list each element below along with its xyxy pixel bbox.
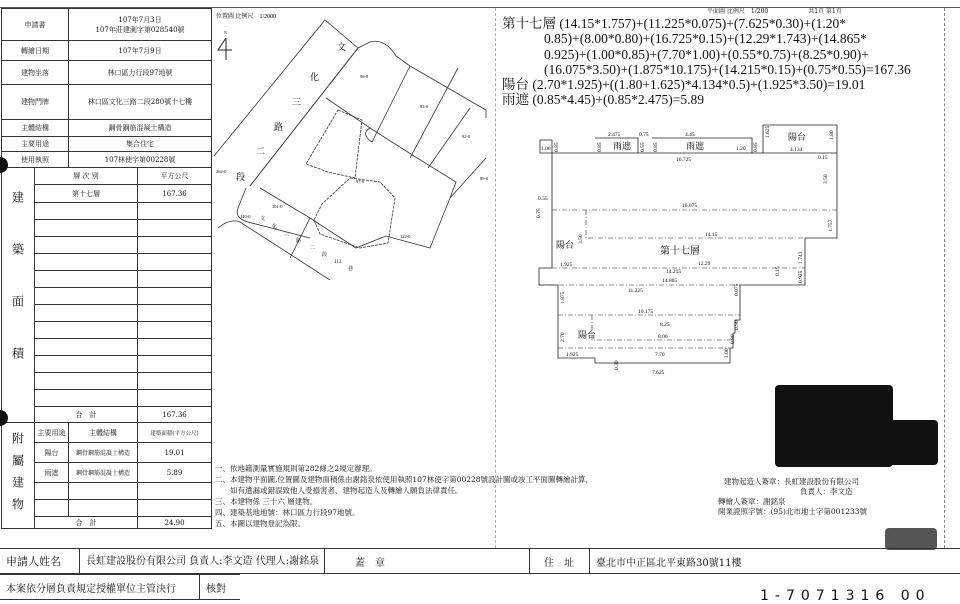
label-application: 申請書 <box>2 9 69 41</box>
annex-area: 19.01 <box>138 443 212 463</box>
svg-text:11.225: 11.225 <box>628 288 643 294</box>
svg-text:文: 文 <box>337 42 347 52</box>
map-title: 位置圖 比例尺 1/2000 <box>216 14 277 20</box>
location-map <box>210 8 500 280</box>
svg-text:101-0: 101-0 <box>272 204 283 209</box>
value-usage: 集合住宅 <box>69 137 212 152</box>
svg-text:三: 三 <box>284 233 290 238</box>
svg-text:1.757: 1.757 <box>828 219 834 232</box>
annex-total-label: 合 計 <box>35 517 138 529</box>
svg-text:0.85: 0.85 <box>753 142 759 152</box>
annex-area: 5.89 <box>138 463 212 483</box>
annex-structure: 鋼骨鋼筋混凝土構造 <box>69 443 138 463</box>
svg-text:14.865: 14.865 <box>662 278 678 284</box>
floor-plan <box>500 120 845 380</box>
svg-text:8.25: 8.25 <box>660 322 670 328</box>
plan-scale: 平面圖 比例尺 1/200 <box>707 8 769 15</box>
value-structure: 鋼骨鋼筋混凝土構造 <box>69 120 212 137</box>
svg-text:段: 段 <box>236 172 246 182</box>
area-formula <box>502 16 911 108</box>
note-line: 四、建築基地地號：林口區力行段97地號。 <box>215 508 360 517</box>
annex-total: 24.90 <box>138 517 212 529</box>
note-line: 三、本建物係 三十六 層建物。 <box>215 497 318 506</box>
svg-text:路: 路 <box>296 239 302 244</box>
seal-company <box>775 385 893 467</box>
value-address: 林口區文化三路二段280號十七樓 <box>69 85 212 120</box>
header-unit: 平方公尺 <box>138 168 212 185</box>
builder-signature: 建物起造人簽章：長虹建設股份有限公司 <box>724 477 859 486</box>
room-label: 雨遮 <box>686 141 705 151</box>
seal-owner <box>883 420 938 465</box>
svg-text:0.80: 0.80 <box>730 334 736 344</box>
svg-text:97-0: 97-0 <box>356 179 365 184</box>
room-label: 陽台 <box>788 132 807 142</box>
row-application <box>2 9 212 41</box>
room-label: 陽台 <box>578 330 597 340</box>
svg-text:14.15: 14.15 <box>705 232 718 238</box>
value-application <box>69 9 212 41</box>
svg-text:113: 113 <box>334 260 342 265</box>
svg-text:三: 三 <box>292 97 302 107</box>
svg-text:巷: 巷 <box>348 267 354 272</box>
svg-text:二: 二 <box>256 146 266 156</box>
formula-line: (14.15*1.757)+(11.225*0.075)+(7.625*0.30)+(1.20* <box>559 16 847 31</box>
svg-text:0.85: 0.85 <box>653 142 659 152</box>
plan-header <box>707 6 842 15</box>
parcel-numbers <box>216 74 489 239</box>
room-label: 第十七層 <box>660 246 700 257</box>
application-date: 107年7月3日 <box>118 15 162 24</box>
svg-text:93-0: 93-0 <box>420 104 429 109</box>
formula-balcony-label: 陽台 <box>502 77 529 93</box>
value-draw-date: 107年7月9日 <box>69 41 212 61</box>
svg-text:7.625: 7.625 <box>652 370 665 376</box>
svg-text:化: 化 <box>272 225 278 230</box>
svg-text:路: 路 <box>274 122 284 132</box>
label-structure: 主體結構 <box>2 120 69 137</box>
note-line: 一、依地籍測量實施規則第282條之2規定辦理。 <box>215 464 377 473</box>
seal-drafter <box>885 528 937 550</box>
notes <box>215 463 593 529</box>
floor-name: 第十七層 <box>35 185 138 203</box>
annex-header-use: 主要用途 <box>35 423 69 443</box>
svg-text:2.475: 2.475 <box>608 132 621 138</box>
annex-header-structure: 主體結構 <box>69 423 138 443</box>
applicant-value: 長虹建設股份有限公司 負責人:李文造 代理人:謝銘泉 <box>80 549 325 573</box>
svg-text:96-0: 96-0 <box>360 74 369 79</box>
svg-text:0.55: 0.55 <box>538 196 548 202</box>
total-label: 合 計 <box>35 407 138 423</box>
signatures <box>718 477 867 517</box>
formula-canopy-label: 雨遮 <box>502 92 529 108</box>
formula-canopy: (0.85*4.45)+(0.85*2.475)=5.89 <box>532 92 704 108</box>
formula-floor-label: 第十七層 <box>502 16 556 31</box>
svg-text:0.85: 0.85 <box>554 142 560 152</box>
svg-text:14.215: 14.215 <box>666 269 682 275</box>
svg-text:3.50: 3.50 <box>823 174 829 184</box>
formula-balcony: (2.70*1.925)+((1.80+1.625)*4.134*0.5)+(1.925*3.50)=19.01 <box>532 77 866 93</box>
svg-text:段: 段 <box>322 253 328 258</box>
svg-text:文: 文 <box>260 217 266 222</box>
application-number: 107年莊建測字第028540號 <box>95 25 185 34</box>
svg-text:1.743: 1.743 <box>798 251 804 264</box>
svg-text:122-0: 122-0 <box>400 234 411 239</box>
north-arrow-icon <box>218 38 232 60</box>
svg-text:0.15: 0.15 <box>818 155 828 161</box>
seal-label: 蓋 章 <box>325 549 530 573</box>
svg-text:262-0: 262-0 <box>216 169 227 174</box>
address-value: 臺北市中正區北平東路30號11樓 <box>596 557 742 569</box>
formula-line: 0.925)+(1.00*0.85)+(7.70*1.00)+(0.55*0.75)+(8.25*0.90)+ <box>544 46 869 62</box>
svg-text:1.925: 1.925 <box>560 262 573 268</box>
svg-text:4.134: 4.134 <box>790 147 803 153</box>
svg-text:0.075: 0.075 <box>734 283 740 296</box>
svg-text:0.75: 0.75 <box>639 132 649 138</box>
formula-line: (16.075*3.50)+(1.875*10.175)+(14.215*0.15)+(0.75*0.55)=167.36 <box>544 61 911 77</box>
svg-text:89-0: 89-0 <box>480 176 489 181</box>
svg-text:92-0: 92-0 <box>462 134 471 139</box>
svg-text:0.30: 0.30 <box>614 360 620 370</box>
value-location: 林口區力行段97地號 <box>69 61 212 85</box>
total-area: 167.36 <box>138 407 212 423</box>
applicant-label: 申請人姓名 <box>0 549 80 573</box>
authority-text: 本案依分層負責規定授權單位主管決行 <box>0 575 200 599</box>
label-usage: 主要用途 <box>2 137 69 152</box>
header-floor: 層 次 別 <box>35 168 138 185</box>
svg-text:16.725: 16.725 <box>676 157 692 163</box>
annex-use: 陽台 <box>35 443 69 463</box>
svg-text:7.70: 7.70 <box>655 352 665 358</box>
svg-text:1.925: 1.925 <box>566 352 579 358</box>
svg-text:1.00: 1.00 <box>724 348 730 358</box>
room-label: 雨遮 <box>613 141 632 151</box>
note-line: 如有遺漏或錯誤致他人受損害者，建物起造人及轉繪人願負法律責任。 <box>215 486 463 495</box>
svg-text:0.925: 0.925 <box>798 270 804 283</box>
svg-text:8.00: 8.00 <box>658 334 668 340</box>
building-info-table <box>1 8 212 529</box>
svg-text:1.00: 1.00 <box>541 146 551 152</box>
label-draw-date: 轉繪日期 <box>2 41 69 61</box>
label-license: 使用執照 <box>2 152 69 168</box>
svg-text:140-0: 140-0 <box>240 214 251 219</box>
svg-text:12.29: 12.29 <box>698 261 711 267</box>
value-license: 107林使字第00228號 <box>69 152 212 168</box>
svg-text:二: 二 <box>310 246 316 251</box>
page-count: 共1頁 第1頁 <box>808 8 842 15</box>
svg-text:2.70: 2.70 <box>560 332 566 342</box>
stamp-number: 1-7071316 00 <box>760 588 931 604</box>
annex-header-area: 建築面積(平方公尺) <box>138 423 212 443</box>
svg-text:16.075: 16.075 <box>682 203 698 209</box>
label-location: 建物坐落 <box>2 61 69 85</box>
label-address: 建物門牌 <box>2 85 69 120</box>
note-line: 五、本圖以建物登記為限。 <box>215 519 305 528</box>
area-side-label: 建築面積 <box>2 168 35 423</box>
annex-structure: 鋼骨鋼筋混凝土構造 <box>69 463 138 483</box>
room-label: 陽台 <box>556 240 575 250</box>
svg-text:0.90: 0.90 <box>734 320 740 330</box>
svg-text:1.20: 1.20 <box>736 146 746 152</box>
svg-text:0.85: 0.85 <box>597 142 603 152</box>
check-label: 核對 <box>206 583 226 595</box>
formula-line: 0.85)+(8.00*0.80)+(16.725*0.15)+(12.29*1.743)+(14.865* <box>544 31 867 47</box>
svg-text:1.80: 1.80 <box>829 130 835 140</box>
svg-text:0.15: 0.15 <box>775 266 781 276</box>
svg-text:4.45: 4.45 <box>685 132 695 138</box>
svg-text:1.875: 1.875 <box>560 291 566 304</box>
right-border <box>944 8 945 548</box>
parcel-lines <box>214 20 486 280</box>
svg-text:3.50: 3.50 <box>578 234 584 244</box>
annex-side-label: 附屬建物 <box>2 423 35 529</box>
svg-text:0.55: 0.55 <box>640 142 646 152</box>
drafter-signature: 轉繪人簽章：謝銘泉 <box>718 497 786 506</box>
north-label: N <box>224 30 227 35</box>
svg-text:1.625: 1.625 <box>765 125 771 138</box>
address-label: 住 址 <box>530 549 590 573</box>
owner-signature: 負責人：李文造 <box>800 487 853 496</box>
svg-text:0.75: 0.75 <box>536 208 542 218</box>
annex-use: 雨遮 <box>35 463 69 483</box>
svg-text:化: 化 <box>310 72 320 82</box>
note-line: 二、本建物平面圖,位置圖及建物面積係由謝銘泉依使用執照107林使字第00228號設計圖或竣工平面圖轉繪計算， <box>215 475 594 484</box>
svg-text:10.175: 10.175 <box>638 309 654 315</box>
license-number: 開業證照字號：(95)北市地士字第001233號 <box>718 507 868 516</box>
floor-area: 167.36 <box>138 185 212 203</box>
